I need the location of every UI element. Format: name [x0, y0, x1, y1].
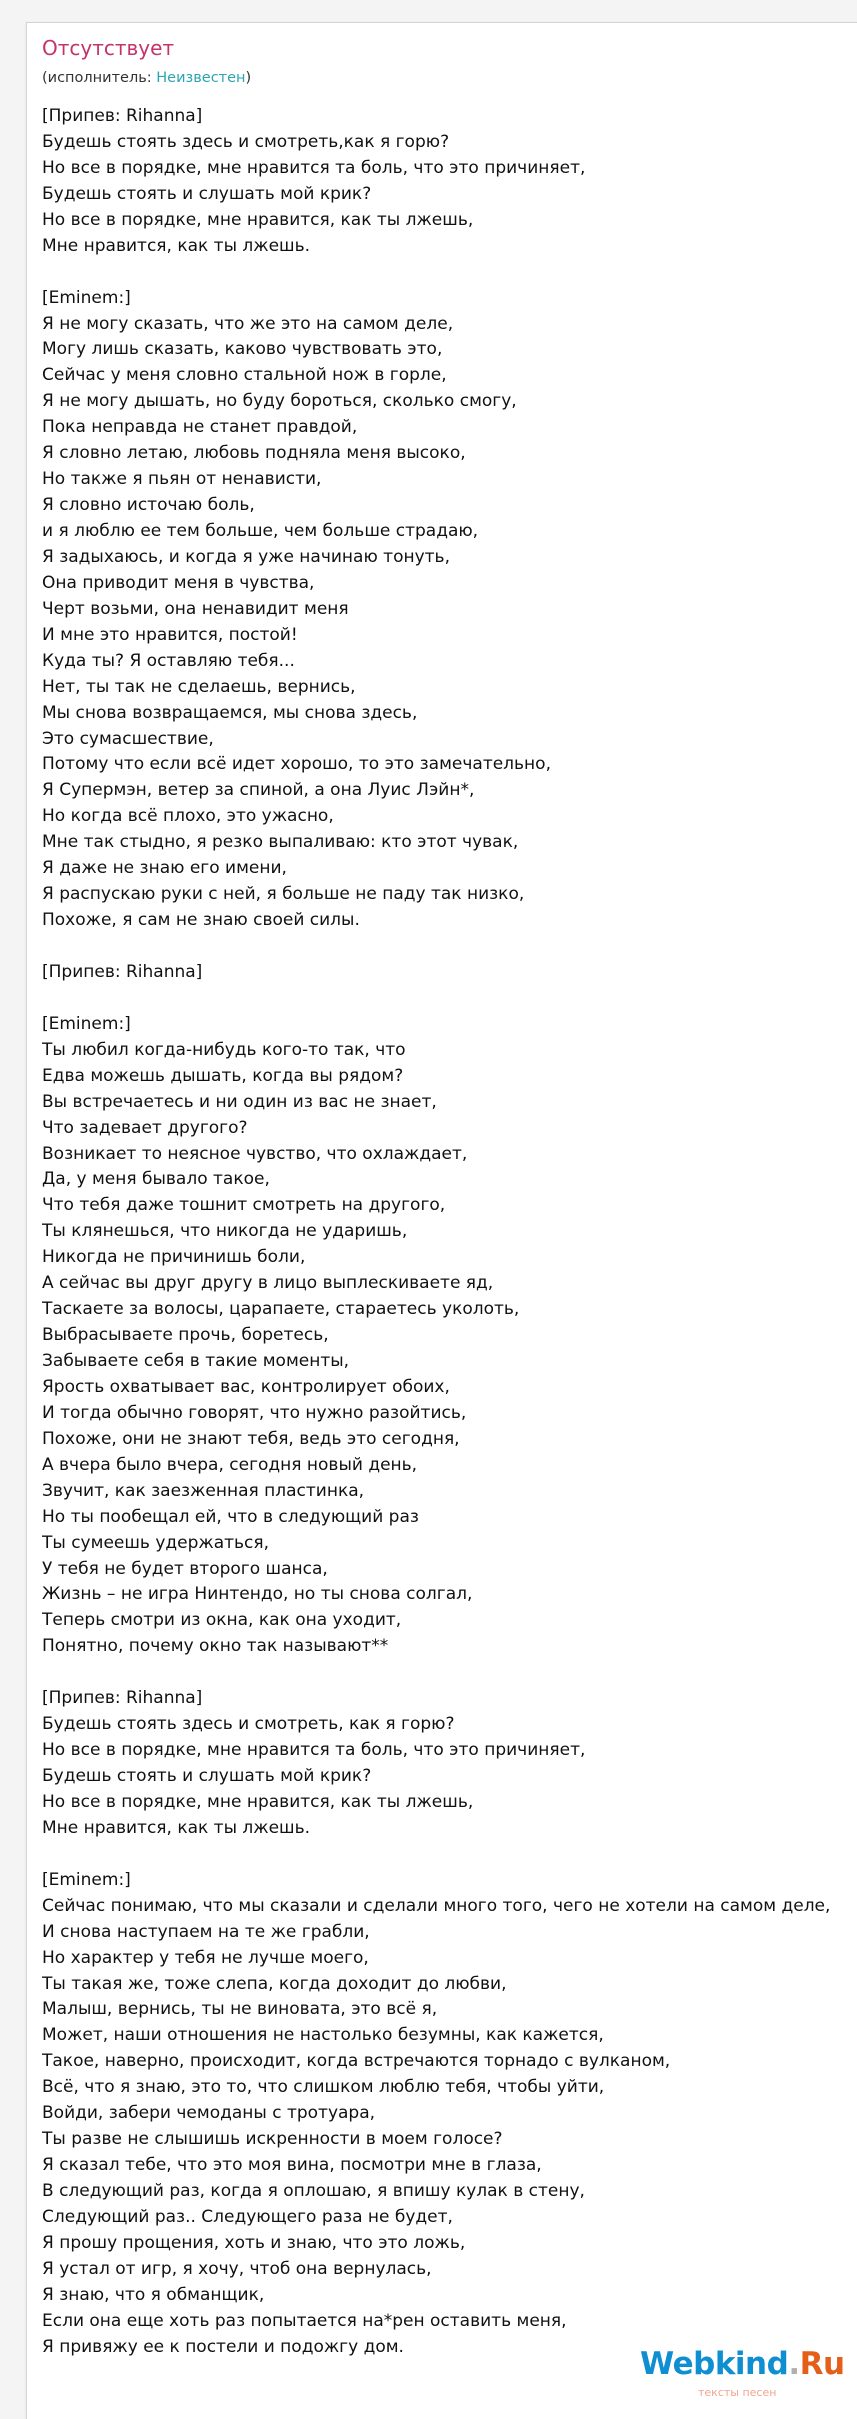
lyric-line: Такое, наверно, происходит, когда встречаются торнадо с вулканом,: [42, 2051, 671, 2072]
lyric-line: и я люблю ее тем больше, чем больше страдаю,: [42, 521, 479, 541]
lyric-line: И мне это нравится, постой!: [42, 624, 298, 645]
blank-line: [42, 934, 857, 960]
lyric-line: Будешь стоять здесь и смотреть,как я горю?: [42, 131, 450, 152]
lyric-line: Но когда всё плохо, это ужасно,: [42, 806, 334, 827]
lyric-line: Да, у меня бывало такое,: [42, 1169, 270, 1190]
logo-dot: .: [788, 2346, 800, 2382]
lyric-line: Выбрасываете прочь, боретесь,: [42, 1325, 329, 1346]
lyric-line: Если она еще хоть раз попытается на*рен оставить меня,: [42, 2310, 567, 2331]
lyric-line: [Припев: Rihanna]: [42, 1688, 203, 1709]
lyric-line: Я не могу сказать, что же это на самом деле,: [42, 313, 454, 334]
lyric-line: Мне так стыдно, я резко выпаливаю: кто этот чувак,: [42, 832, 519, 853]
lyric-line: Я не могу дышать, но буду бороться, сколько смогу,: [42, 391, 517, 412]
lyric-line: Жизнь – не игра Нинтендо, но ты снова солгал,: [42, 1584, 473, 1605]
lyric-line: Я устал от игр, я хочу, чтоб она вернулась,: [42, 2258, 432, 2279]
lyric-line: И снова наступаем на те же грабли,: [42, 1921, 370, 1942]
lyric-line: Что тебя даже тошнит смотреть на другого,: [42, 1195, 446, 1216]
blank-line: [42, 986, 857, 1012]
lyric-line: Ты любил когда-нибудь кого-то так, что: [42, 1039, 406, 1060]
lyric-line: Будешь стоять здесь и смотреть, как я горю?: [42, 1714, 455, 1735]
lyric-line: Будешь стоять и слушать мой крик?: [42, 183, 372, 204]
lyric-line: Звучит, как заезженная пластинка,: [42, 1480, 365, 1501]
logo-subtitle: тексты песен: [698, 2386, 777, 2399]
lyric-line: Я привяжу ее к постели и подожгу дом.: [42, 2336, 404, 2357]
lyric-line: У тебя не будет второго шанса,: [42, 1558, 328, 1579]
lyric-line: Я даже не знаю его имени,: [42, 858, 287, 879]
performer-line: [42, 70, 251, 86]
lyric-line: [Eminem:]: [42, 1013, 131, 1034]
blank-line: [42, 260, 857, 286]
lyric-line: Потому что если всё идет хорошо, то это замечательно,: [42, 754, 551, 775]
lyric-line: Ты клянешься, что никогда не ударишь,: [42, 1221, 408, 1242]
lyric-line: Я Супермэн, ветер за спиной, а она Луис Лэйн*,: [42, 780, 475, 801]
lyric-line: Похоже, я сам не знаю своей силы.: [42, 910, 360, 931]
lyric-line: Малыш, вернись, ты не виновата, это всё я,: [42, 1999, 438, 2020]
lyric-line: Ты разве не слышишь искренности в моем голосе?: [42, 2129, 503, 2150]
lyric-line: Войди, забери чемоданы с тротуара,: [42, 2103, 376, 2124]
logo-kind: kind: [714, 2346, 789, 2382]
lyrics-text: [42, 104, 857, 2361]
lyric-line: [Припев: Rihanna]: [42, 106, 203, 126]
lyric-line: Возникает то неясное чувство, что охлаждает,: [42, 1143, 468, 1164]
lyric-line: Никогда не причинишь боли,: [42, 1247, 306, 1268]
lyric-line: Сейчас у меня словно стальной нож в горле,: [42, 365, 447, 386]
lyric-line: Я распускаю руки с ней, я больше не паду так низко,: [42, 884, 525, 905]
performer-suffix: ): [245, 70, 252, 86]
lyric-line: Я знаю, что я обманщик,: [42, 2284, 265, 2305]
lyric-line: В следующий раз, когда я оплошаю, я впишу кулак в стену,: [42, 2181, 585, 2201]
performer-prefix: (исполнитель:: [42, 70, 157, 86]
lyric-line: Но все в порядке, мне нравится, как ты лжешь,: [42, 209, 474, 230]
lyric-line: Таскаете за волосы, царапаете, стараетесь уколоть,: [42, 1299, 520, 1320]
lyric-line: Черт возьми, она ненавидит меня: [42, 598, 349, 619]
lyric-line: И тогда обычно говорят, что нужно разойтись,: [42, 1402, 467, 1423]
lyric-line: Я словно источаю боль,: [42, 495, 255, 516]
logo-web: Web: [640, 2346, 715, 2382]
lyric-line: Пока неправда не станет правдой,: [42, 417, 358, 438]
lyric-line: Ты сумеешь удержаться,: [42, 1532, 270, 1553]
lyric-line: А вчера было вчера, сегодня новый день,: [42, 1454, 418, 1475]
lyric-line: Но ты пообещал ей, что в следующий раз: [42, 1506, 419, 1527]
lyric-line: Нет, ты так не сделаешь, вернись,: [42, 676, 356, 697]
lyric-line: Будешь стоять и слушать мой крик?: [42, 1766, 372, 1786]
lyric-line: Забываете себя в такие моменты,: [42, 1351, 350, 1371]
lyric-line: [Eminem:]: [42, 287, 131, 308]
lyric-line: Мы снова возвращаемся, мы снова здесь,: [42, 702, 418, 723]
lyric-line: А сейчас вы друг другу в лицо выплескиваете яд,: [42, 1273, 494, 1294]
lyric-line: Теперь смотри из окна, как она уходит,: [42, 1610, 402, 1631]
lyric-line: Я сказал тебе, что это моя вина, посмотри мне в глаза,: [42, 2155, 542, 2176]
lyric-line: Я прошу прощения, хоть и знаю, что это ложь,: [42, 2232, 466, 2253]
lyric-line: Куда ты? Я оставляю тебя...: [42, 650, 295, 671]
lyric-line: Едва можешь дышать, когда вы рядом?: [42, 1065, 404, 1086]
lyric-line: Могу лишь сказать, каково чувствовать это,: [42, 339, 443, 360]
lyric-line: [Eminem:]: [42, 1869, 131, 1890]
blank-line: [42, 1660, 857, 1686]
lyric-line: Мне нравится, как ты лжешь.: [42, 235, 311, 256]
lyric-line: Но все в порядке, мне нравится та боль, что это причиняет,: [42, 157, 586, 178]
lyric-line: Может, наши отношения не настолько безумны, как кажется,: [42, 2025, 604, 2046]
lyric-line: Вы встречаетесь и ни один из вас не знает,: [42, 1091, 437, 1112]
lyric-line: Ярость охватывает вас, контролирует обоих,: [42, 1376, 450, 1397]
lyric-line: Я словно летаю, любовь подняла меня высоко,: [42, 443, 466, 464]
lyric-line: Мне нравится, как ты лжешь.: [42, 1817, 311, 1838]
webkind-logo[interactable]: [640, 2340, 845, 2400]
lyric-line: Понятно, почему окно так называют**: [42, 1636, 389, 1657]
lyric-line: Я задыхаюсь, и когда я уже начинаю тонуть,: [42, 546, 450, 567]
lyric-line: Похоже, они не знают тебя, ведь это сегодня,: [42, 1428, 460, 1449]
performer-link[interactable]: Неизвестен: [156, 70, 246, 86]
lyric-line: Но характер у тебя не лучше моего,: [42, 1947, 369, 1968]
lyric-line: Ты такая же, тоже слепа, когда доходит до любви,: [42, 1973, 507, 1994]
lyric-line: Всё, что я знаю, это то, что слишком люблю тебя, чтобы уйти,: [42, 2077, 605, 2098]
lyric-line: Сейчас понимаю, что мы сказали и сделали много того, чего не хотели на самом деле,: [42, 1895, 831, 1916]
lyric-line: Но также я пьян от ненависти,: [42, 469, 322, 490]
lyric-line: [Припев: Rihanna]: [42, 961, 203, 982]
lyric-line: Она приводит меня в чувства,: [42, 572, 315, 593]
song-title: Отсутствует: [42, 36, 175, 60]
lyric-line: Но все в порядке, мне нравится, как ты лжешь,: [42, 1791, 474, 1812]
lyric-line: Что задевает другого?: [42, 1117, 248, 1138]
lyric-line: Но все в порядке, мне нравится та боль, что это причиняет,: [42, 1740, 586, 1761]
blank-line: [42, 1842, 857, 1868]
lyric-line: Следующий раз.. Следующего раза не будет,: [42, 2206, 453, 2227]
logo-ru: Ru: [799, 2346, 845, 2382]
lyric-line: Это сумасшествие,: [42, 728, 214, 749]
logo-wordmark: [640, 2346, 845, 2382]
